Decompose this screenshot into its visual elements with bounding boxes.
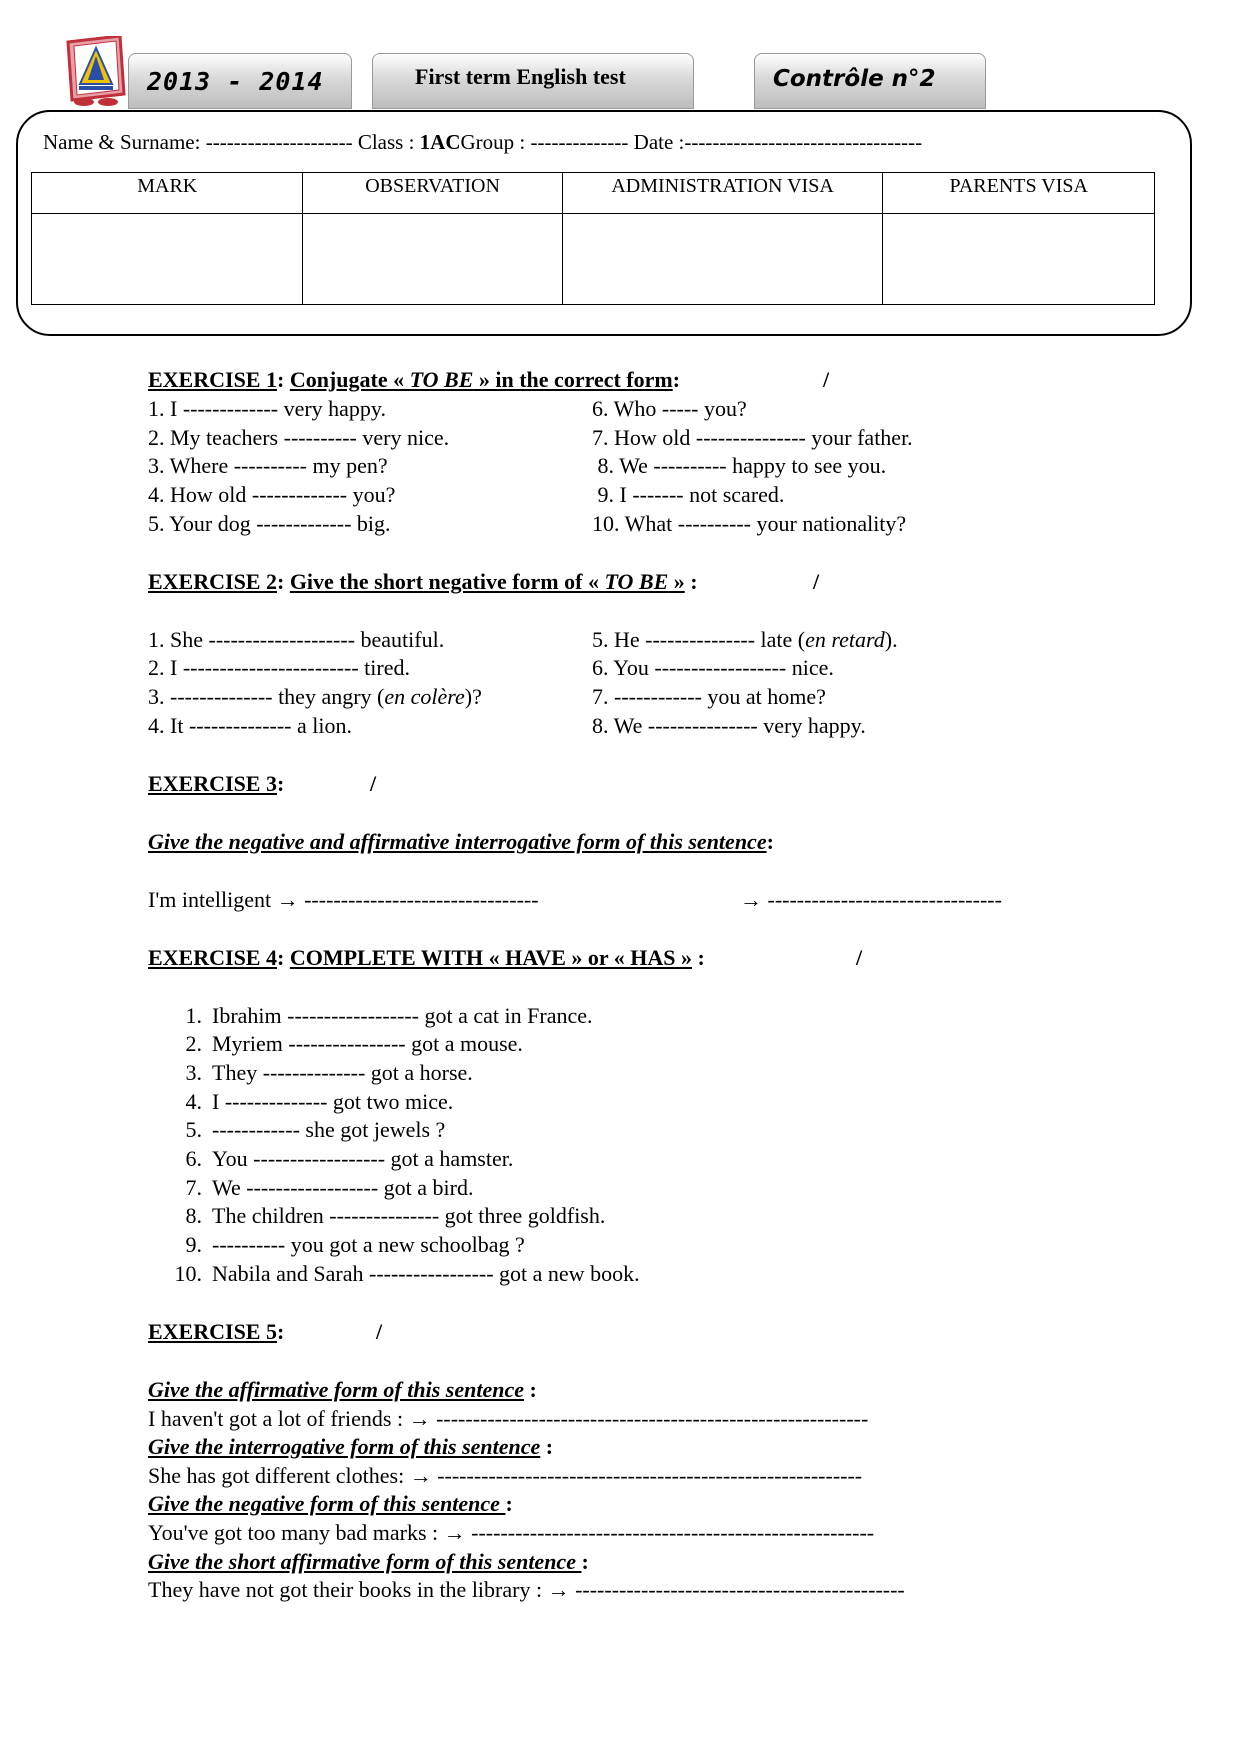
- mark-cell[interactable]: [32, 214, 303, 305]
- exercise-4-score-slash: /: [856, 945, 863, 970]
- ex1-item-8: 8. We ---------- happy to see you.: [592, 453, 887, 478]
- ex2-item-8: 8. We --------------- very happy.: [592, 713, 866, 738]
- ex5-sentence-2: She has got different clothes: → ----------------------------------------------------------: [148, 1463, 863, 1488]
- ex4-item-3: 3. They -------------- got a horse.: [185, 1060, 473, 1085]
- ex4-item-7: 7. We ------------------ got a bird.: [185, 1175, 474, 1200]
- mark-header: MARK: [32, 173, 303, 214]
- year-tab: [128, 53, 352, 109]
- administration-visa-cell[interactable]: [562, 214, 883, 305]
- school-year: 2013 - 2014: [147, 67, 324, 96]
- ex5-sentence-3: You've got too many bad marks : → -------------------------------------------------------: [148, 1520, 875, 1545]
- exercise-4-heading: EXERCISE 4: COMPLETE WITH « HAVE » or « HAS » :: [148, 945, 705, 970]
- ex2-item-5: 5. He --------------- late (en retard).: [592, 627, 898, 652]
- ex2-item-7: 7. ------------ you at home?: [592, 684, 826, 709]
- ex5-instruction-1-line: Give the affirmative form of this sentence :: [148, 1377, 537, 1402]
- test-title: First term English test: [415, 64, 626, 89]
- ex4-item-8: 8. The children --------------- got three goldfish.: [185, 1203, 606, 1228]
- ex1-item-5: 5. Your dog ------------- big.: [148, 511, 391, 536]
- group-date-label: Group : -------------- Date :----------------------------------: [460, 130, 923, 154]
- ex3-sentence: I'm intelligent → --------------------------------: [148, 887, 539, 912]
- exercise-2-instruction: Give the short negative form of « TO BE »: [289, 569, 685, 594]
- exercise-1-heading: EXERCISE 1: Conjugate « TO BE » in the correct form:: [148, 367, 681, 392]
- ex2-item-4: 4. It -------------- a lion.: [148, 713, 352, 738]
- exercise-1-instruction: Conjugate « TO BE » in the correct form: [289, 367, 673, 392]
- ex1-item-1: 1. I ------------- very happy.: [148, 396, 386, 421]
- exercise-3-instruction-line: Give the negative and affirmative interrogative form of this sentence:: [148, 829, 774, 854]
- ex5-instruction-1: Give the affirmative form of this sentence: [148, 1377, 524, 1402]
- ex5-instruction-3: Give the negative form of this sentence: [148, 1491, 506, 1516]
- observation-cell[interactable]: [303, 214, 562, 305]
- ex5-instruction-2: Give the interrogative form of this sentence: [148, 1434, 541, 1459]
- exercise-3-score-slash: /: [370, 771, 377, 796]
- exercise-3-label: EXERCISE 3: [148, 771, 277, 796]
- ex4-item-6: 6. You ------------------ got a hamster.: [185, 1146, 514, 1171]
- ex4-item-9: 9. ---------- you got a new schoolbag ?: [185, 1232, 525, 1257]
- school-logo: [62, 36, 130, 108]
- parents-visa-header: PARENTS VISA: [883, 173, 1155, 214]
- ex1-item-10: 10. What ---------- your nationality?: [592, 511, 907, 536]
- ex1-item-2: 2. My teachers ---------- very nice.: [148, 425, 450, 450]
- ex5-sentence-4: They have not got their books in the library : → ---------------------------------------------: [148, 1577, 905, 1602]
- ex4-item-10: 10. Nabila and Sarah ----------------- got a new book.: [174, 1261, 640, 1286]
- exercise-4-instruction: COMPLETE WITH « HAVE » or « HAS »: [289, 945, 692, 970]
- exercise-2-score-slash: /: [813, 569, 820, 594]
- ex1-item-4: 4. How old ------------- you?: [148, 482, 396, 507]
- exercise-5-label: EXERCISE 5: [148, 1319, 277, 1344]
- control-tab: [754, 53, 986, 109]
- ex4-item-2: 2. Myriem ---------------- got a mouse.: [185, 1031, 523, 1056]
- title-tab: [372, 53, 694, 109]
- exercise-2-heading: EXERCISE 2: Give the short negative form of « TO BE » :: [148, 569, 698, 594]
- ex5-instruction-3-line: Give the negative form of this sentence :: [148, 1491, 513, 1516]
- exercise-1-label: EXERCISE 1: [148, 367, 277, 392]
- ex2-item-1: 1. She -------------------- beautiful.: [148, 627, 445, 652]
- ex2-item-2: 2. I ------------------------ tired.: [148, 655, 410, 680]
- exercise-4-label: EXERCISE 4: [148, 945, 277, 970]
- ex5-sentence-1: I haven't got a lot of friends : → -----------------------------------------------------------: [148, 1406, 869, 1431]
- ex1-item-6: 6. Who ----- you?: [592, 396, 747, 421]
- marks-table: [31, 172, 1155, 305]
- ex3-answer-2: → --------------------------------: [740, 887, 1002, 912]
- exercise-5-score-slash: /: [376, 1319, 383, 1344]
- control-number: Contrôle n°2: [773, 66, 936, 92]
- ex1-item-3: 3. Where ---------- my pen?: [148, 453, 388, 478]
- ex5-instruction-4-line: Give the short affirmative form of this sentence :: [148, 1549, 589, 1574]
- name-class-label: Name & Surname: --------------------- Class :: [43, 130, 420, 154]
- parents-visa-cell[interactable]: [883, 214, 1155, 305]
- ex5-instruction-4: Give the short affirmative form of this sentence: [148, 1549, 582, 1574]
- ex1-item-7: 7. How old --------------- your father.: [592, 425, 913, 450]
- observation-header: OBSERVATION: [303, 173, 562, 214]
- administration-visa-header: ADMINISTRATION VISA: [562, 173, 883, 214]
- student-info-row: [43, 130, 922, 155]
- exercise-1-score-slash: /: [823, 367, 830, 392]
- ex5-instruction-2-line: Give the interrogative form of this sentence :: [148, 1434, 554, 1459]
- exercise-3-heading: EXERCISE 3:: [148, 771, 285, 796]
- exercise-3-instruction: Give the negative and affirmative interrogative form of this sentence: [148, 829, 767, 854]
- ex4-item-5: 5. ------------ she got jewels ?: [185, 1117, 446, 1142]
- exercise-5-heading: EXERCISE 5:: [148, 1319, 285, 1344]
- ex1-item-9: 9. I ------- not scared.: [592, 482, 785, 507]
- exercise-2-label: EXERCISE 2: [148, 569, 277, 594]
- ex4-item-1: 1. Ibrahim ------------------ got a cat in France.: [185, 1003, 593, 1028]
- ex2-item-3: 3. -------------- they angry (en colère)?: [148, 684, 482, 709]
- ex4-item-4: 4. I -------------- got two mice.: [185, 1089, 454, 1114]
- ex2-item-6: 6. You ------------------ nice.: [592, 655, 834, 680]
- class-value: 1AC: [419, 130, 461, 154]
